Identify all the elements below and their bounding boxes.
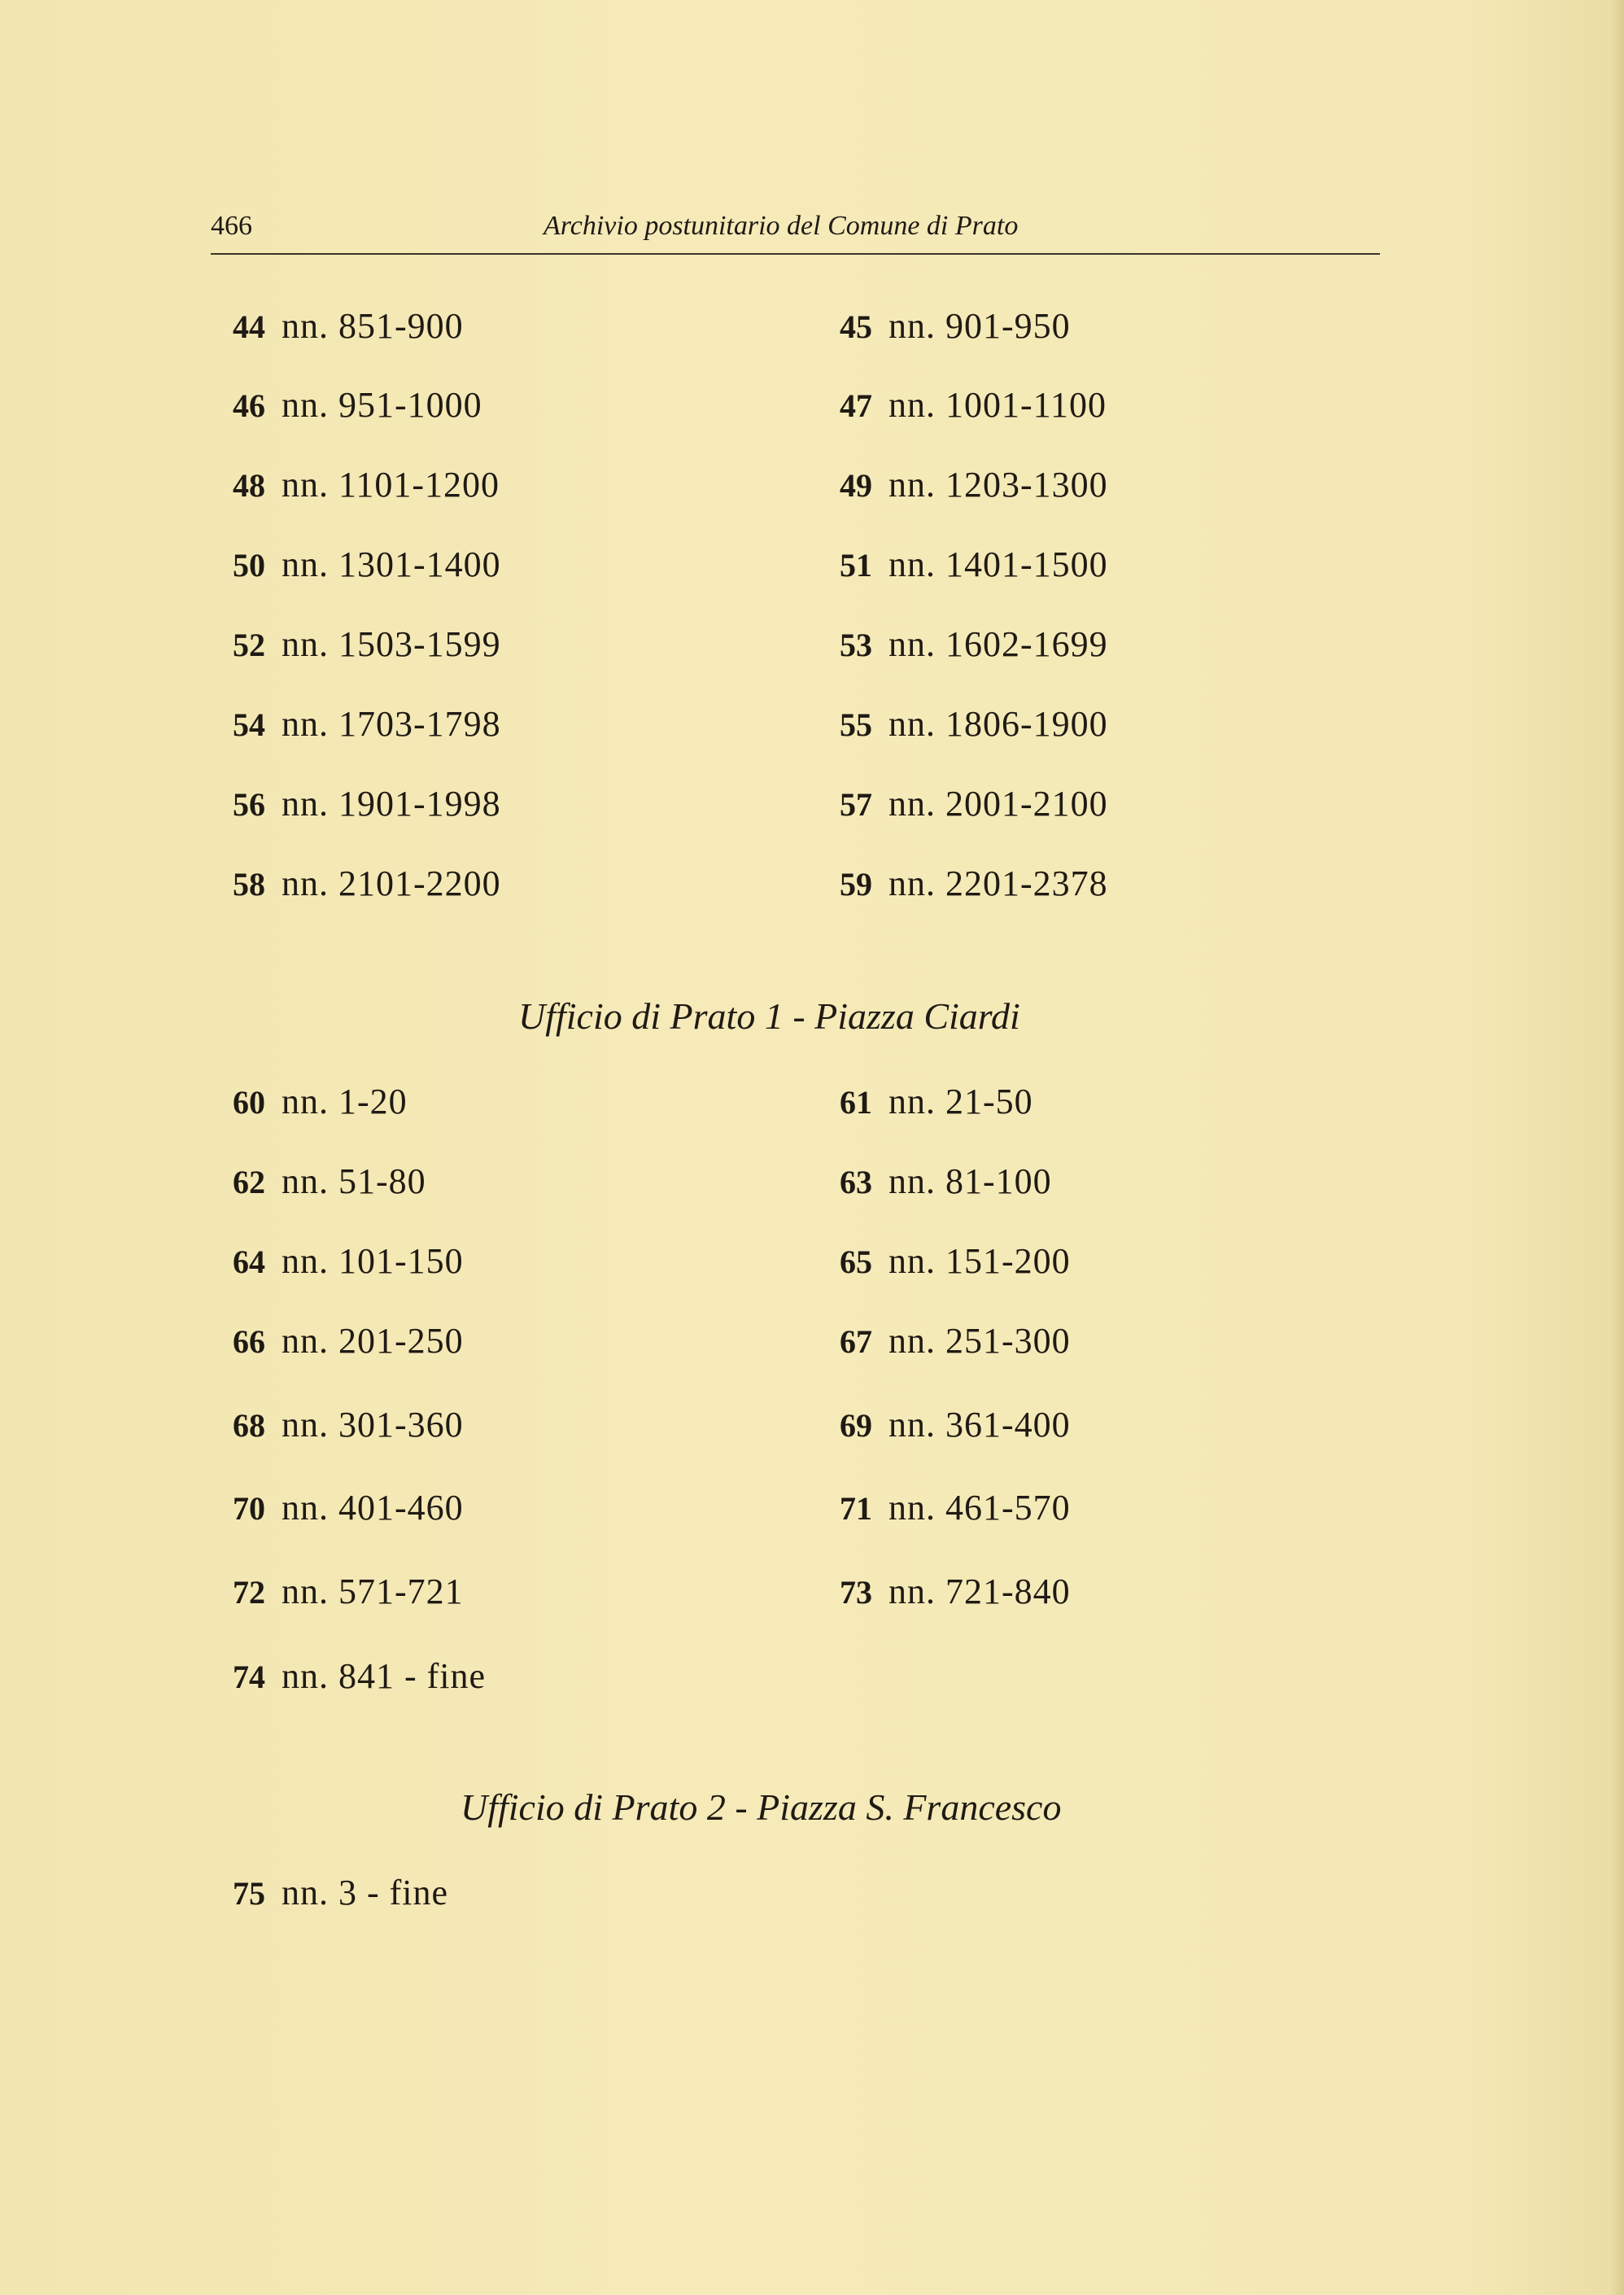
list-item [213, 1320, 464, 1369]
entry-number: 45 [840, 308, 872, 345]
entry-range: nn. 901-950 [888, 306, 1071, 346]
list-item [213, 703, 501, 752]
entry-number: 69 [840, 1407, 872, 1444]
entry-number: 57 [840, 786, 872, 823]
entry-range: nn. 51-80 [282, 1161, 426, 1201]
entry-number: 67 [840, 1323, 872, 1360]
entry-range: nn. 571-721 [282, 1572, 464, 1611]
entry-range: nn. 1301-1400 [282, 544, 501, 584]
entry-range: nn. 1001-1100 [888, 385, 1107, 425]
entry-range: nn. 251-300 [888, 1321, 1071, 1361]
entry-number: 52 [233, 627, 265, 663]
list-item [817, 863, 1108, 911]
entry-number: 65 [840, 1244, 872, 1280]
entry-range: nn. 81-100 [888, 1161, 1052, 1201]
list-item [213, 1487, 464, 1536]
list-item [817, 384, 1107, 433]
entry-range: nn. 1503-1599 [282, 624, 501, 664]
entry-number: 72 [233, 1574, 265, 1611]
entry-range: nn. 151-200 [888, 1241, 1071, 1281]
entry-number: 47 [840, 387, 872, 424]
list-item [213, 1872, 448, 1921]
entry-range: nn. 3 - fine [282, 1873, 449, 1912]
list-item [213, 1571, 464, 1620]
entry-range: nn. 2201-2378 [888, 863, 1108, 903]
page-header [211, 208, 1380, 255]
entry-number: 68 [233, 1407, 265, 1444]
entry-range: nn. 721-840 [888, 1572, 1071, 1611]
entry-number: 44 [233, 308, 265, 345]
entry-range: nn. 1401-1500 [888, 544, 1108, 584]
list-item [213, 1240, 464, 1289]
entry-range: nn. 21-50 [888, 1082, 1033, 1121]
entry-number: 75 [233, 1875, 265, 1912]
entry-range: nn. 101-150 [282, 1241, 464, 1281]
entry-number: 74 [233, 1659, 265, 1695]
page-number: 466 [211, 211, 252, 241]
entry-number: 60 [233, 1084, 265, 1121]
entry-range: nn. 2101-2200 [282, 863, 501, 903]
entry-range: nn. 1203-1300 [888, 465, 1108, 505]
entry-number: 46 [233, 387, 265, 424]
entry-number: 70 [233, 1490, 265, 1527]
entry-range: nn. 1-20 [282, 1082, 408, 1121]
list-item [213, 464, 500, 513]
list-item [817, 1404, 1071, 1453]
entry-range: nn. 841 - fine [282, 1656, 487, 1696]
entry-number: 49 [840, 467, 872, 504]
page-edge [1608, 0, 1624, 2295]
entry-range: nn. 461-570 [888, 1488, 1071, 1528]
entry-range: nn. 851-900 [282, 306, 464, 346]
entry-range: nn. 1806-1900 [888, 704, 1108, 744]
entry-number: 48 [233, 467, 265, 504]
section-heading: Ufficio di Prato 2 - Piazza S. Francesco [461, 1786, 1062, 1828]
list-item [213, 863, 501, 911]
entry-range: nn. 401-460 [282, 1488, 464, 1528]
entry-range: nn. 1703-1798 [282, 704, 501, 744]
entry-range: nn. 1901-1998 [282, 784, 501, 824]
list-item [213, 1161, 426, 1209]
entry-number: 53 [840, 627, 872, 663]
entry-number: 58 [233, 866, 265, 903]
list-item [817, 1240, 1071, 1289]
section-heading: Ufficio di Prato 1 - Piazza Ciardi [518, 995, 1020, 1037]
list-item [213, 384, 482, 433]
list-item [213, 623, 501, 672]
list-item [817, 464, 1108, 513]
list-item [817, 1487, 1071, 1536]
list-item [213, 544, 501, 592]
entry-number: 71 [840, 1490, 872, 1527]
list-item [817, 623, 1108, 672]
list-item [213, 305, 464, 354]
entry-number: 54 [233, 706, 265, 743]
list-item [213, 1655, 486, 1704]
entry-number: 64 [233, 1244, 265, 1280]
list-item [817, 703, 1108, 752]
entry-number: 63 [840, 1164, 872, 1200]
entry-range: nn. 951-1000 [282, 385, 482, 425]
entry-number: 73 [840, 1574, 872, 1611]
entry-range: nn. 1101-1200 [282, 465, 500, 505]
list-item [817, 305, 1071, 354]
list-item [817, 544, 1108, 592]
entry-range: nn. 1602-1699 [888, 624, 1108, 664]
entry-number: 59 [840, 866, 872, 903]
entry-number: 62 [233, 1164, 265, 1200]
list-item [213, 783, 501, 832]
entry-number: 51 [840, 547, 872, 584]
entry-range: nn. 361-400 [888, 1405, 1071, 1445]
entry-number: 56 [233, 786, 265, 823]
entry-number: 61 [840, 1084, 872, 1121]
list-item [817, 1081, 1033, 1130]
list-item [213, 1081, 408, 1130]
list-item [213, 1404, 464, 1453]
entry-number: 55 [840, 706, 872, 743]
running-title: Archivio postunitario del Comune di Prato [544, 211, 1019, 241]
list-item [817, 1320, 1071, 1369]
entry-range: nn. 2001-2100 [888, 784, 1108, 824]
entry-number: 66 [233, 1323, 265, 1360]
list-item [817, 1571, 1071, 1620]
entry-number: 50 [233, 547, 265, 584]
entry-range: nn. 301-360 [282, 1405, 464, 1445]
list-item [817, 783, 1108, 832]
list-item [817, 1161, 1052, 1209]
entry-range: nn. 201-250 [282, 1321, 464, 1361]
